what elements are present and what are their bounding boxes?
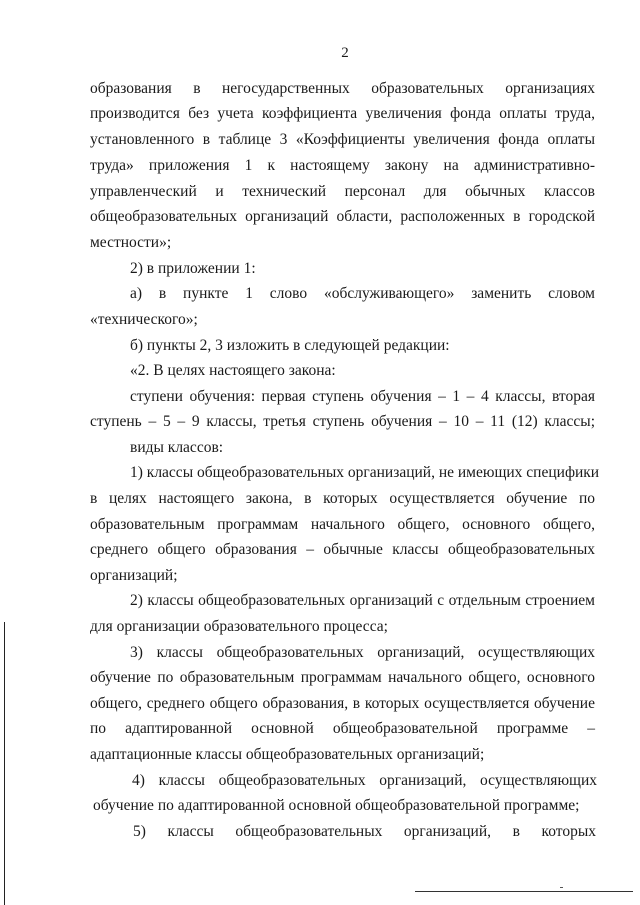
margin-line [4, 622, 5, 905]
text-line: «2. В целях настоящего закона: [130, 362, 336, 379]
text-line: организаций; [90, 567, 178, 584]
text-line: ступени обучения: первая ступень обучения – 1 – 4 классы, вторая [130, 388, 595, 405]
text-line: 3) классы общеобразовательных организаций, осуществляющих [130, 644, 595, 661]
text-line: «технического»; [90, 311, 198, 328]
text-line: общеобразовательных организаций области, расположенных в городской [90, 208, 595, 225]
text-line: для организации образовательного процесса; [90, 618, 388, 635]
text-line: образовательным программам начального общего, основного общего, [90, 516, 595, 533]
text-line: обучение по образовательным программам начального общего, основного [90, 669, 595, 686]
text-line: по адаптированной основной общеобразовательной программе – [90, 720, 595, 737]
footer-mark [560, 887, 563, 888]
text-line: 4) классы общеобразовательных организаций, осуществляющих [132, 772, 597, 789]
text-line: образования в негосударственных образовательных организациях [90, 80, 595, 97]
text-line: б) пункты 2, 3 изложить в следующей редакции: [130, 337, 450, 354]
text-line: управленческий и технический персонал для обычных классов [90, 183, 595, 200]
text-line: установленного в таблице 3 «Коэффициенты увеличения фонда оплаты [90, 131, 595, 148]
text-line: ступень – 5 – 9 классы, третья ступень обучения – 10 – 11 (12) классы; [90, 413, 595, 430]
text-line: адаптационные классы общеобразовательных организаций; [90, 746, 485, 763]
text-line: виды классов: [130, 439, 224, 456]
page-number: 2 [341, 45, 349, 61]
text-line: среднего общего образования – обычные классы общеобразовательных [90, 541, 595, 558]
text-line: в целях настоящего закона, в которых осуществляется обучение по [90, 490, 595, 507]
text-line: обучение по адаптированной основной общеобразовательной программе; [93, 797, 580, 814]
text-line: 2) в приложении 1: [130, 260, 256, 277]
text-line: общего, среднего общего образования, в которых осуществляется обучение [90, 695, 595, 712]
footer-rule [415, 891, 633, 892]
text-line: 1) классы общеобразовательных организаций, не имеющих специфики [130, 464, 600, 481]
text-line: производится без учета коэффициента увеличения фонда оплаты труда, [90, 105, 595, 122]
text-line: 2) классы общеобразовательных организаций с отдельным строением [130, 592, 595, 609]
text-line: а) в пункте 1 слово «обслуживающего» заменить словом [130, 285, 595, 302]
text-line: 5) классы общеобразовательных организаций, в которых [133, 823, 596, 840]
text-line: местности»; [90, 234, 172, 251]
text-line: труда» приложения 1 к настоящему закону на административно- [90, 157, 595, 174]
